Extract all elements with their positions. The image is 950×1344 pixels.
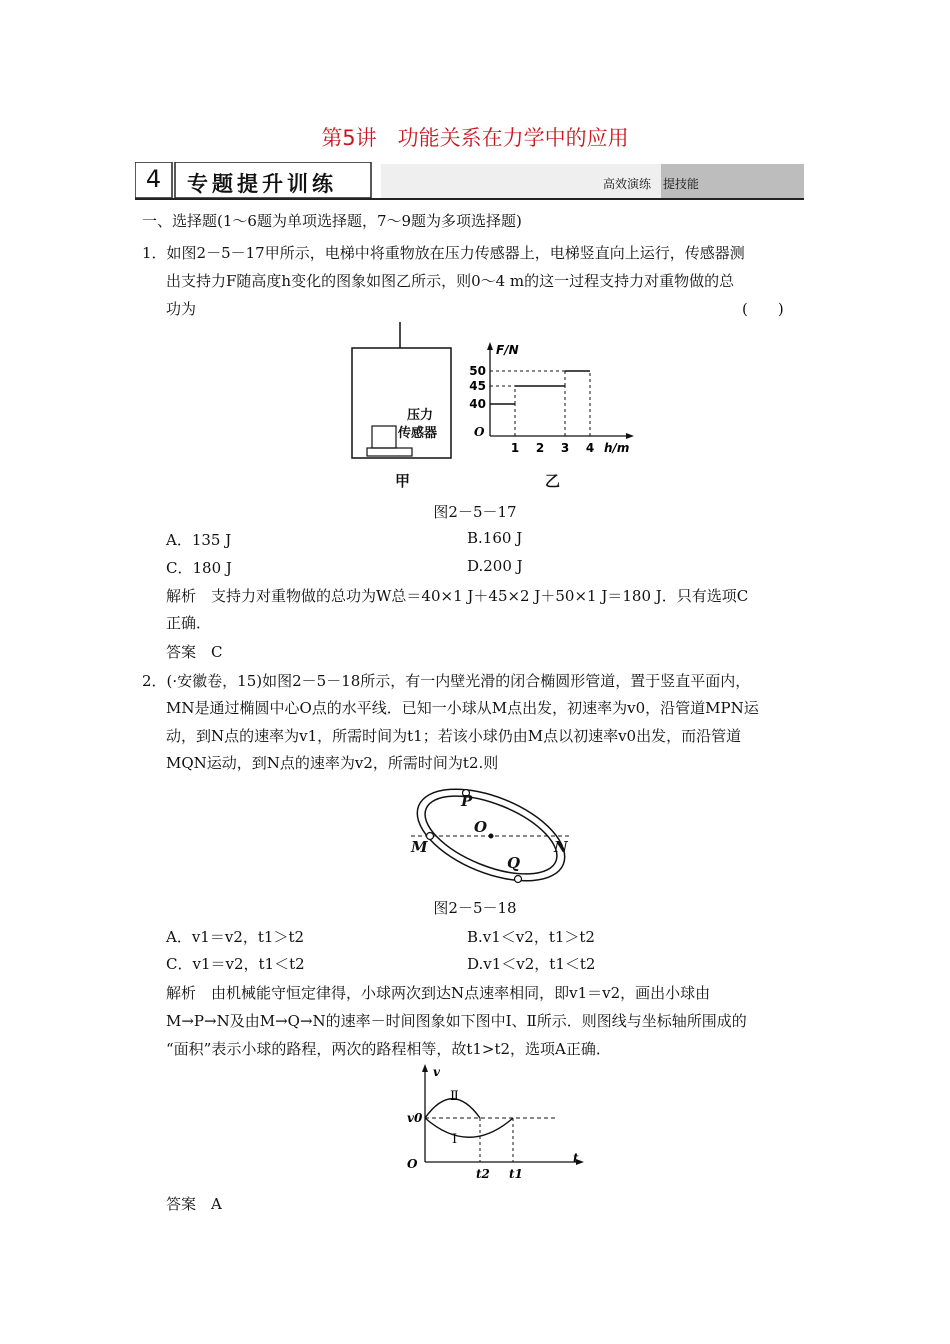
q2-line2: MN是通过椭圆中心O点的水平线．已知一小球从M点出发，初速率为v0，沿管道MPN运 (166, 699, 759, 717)
t-axis-label: t (573, 1151, 579, 1165)
q2-answer: 答案 A (166, 1195, 222, 1213)
x-tick-label: 2 (535, 441, 545, 455)
ellipse-pipe-diagram (405, 778, 580, 890)
q2-option-c: C．v1＝v2，t1＜t2 (166, 955, 305, 973)
curve-i (425, 1118, 513, 1137)
label-q: Q (507, 854, 521, 872)
x-axis-arrow-icon (626, 433, 634, 439)
v-axis-label: v (433, 1065, 440, 1079)
fig-label-b: 乙 (545, 472, 561, 490)
label-o: O (474, 818, 488, 836)
elevator-diagram (345, 322, 465, 462)
q2-line4: MQN运动，到N点的速率为v2，所需时间为t2.则 (166, 754, 499, 772)
curve-i-label: Ⅰ (452, 1132, 458, 1147)
q1-answer-bracket: ( ) (742, 300, 784, 318)
q2-line1: 2．(·安徽卷，15)如图2－5－18所示，有一内壁光滑的闭合椭圆形管道，置于竖直平面内， (142, 672, 751, 690)
q2-option-b: B.v1＜v2，t1＞t2 (467, 928, 595, 946)
origin-label: O (407, 1157, 418, 1171)
q1-line2: 出支持力F随高度h变化的图象如图乙所示，则0～4 m的这一过程支持力对重物做的总 (166, 272, 735, 290)
q2-analysis-line2: M→P→N及由M→Q→N的速率－时间图象如下图中Ⅰ、Ⅱ所示．则图线与坐标轴所围成的 (166, 1012, 747, 1030)
label-m: M (411, 838, 428, 856)
label-p: P (461, 792, 473, 810)
q2-analysis-line3: “面积”表示小球的路程，两次的路程相等，故t1>t2，选项A正确． (166, 1040, 611, 1058)
section-heading: 一、选择题(1～6题为单项选择题，7～9题为多项选择题) (142, 212, 522, 230)
origin-label: O (474, 425, 485, 439)
q2-option-d: D.v1＜v2，t1＜t2 (467, 955, 596, 973)
force-height-chart (460, 338, 640, 468)
page-title: 第5讲 功能关系在力学中的应用 (321, 126, 629, 150)
q1-line1: 1．如图2－5－17甲所示，电梯中将重物放在压力传感器上，电梯竖直向上运行，传感器测 (142, 244, 745, 262)
banner-number: 4 (145, 165, 162, 193)
q1-answer: 答案 C (166, 643, 223, 661)
fig-caption-1: 图2－5－17 (433, 503, 517, 521)
section-banner (135, 162, 804, 200)
x-axis-label: h/m (604, 441, 630, 455)
v0-label: v0 (407, 1111, 423, 1125)
q1-option-a: A．135 J (166, 531, 232, 549)
y-axis-arrow-icon (487, 342, 493, 350)
t1-label: t1 (509, 1167, 523, 1181)
q2-option-a: A．v1＝v2，t1＞t2 (166, 928, 305, 946)
q1-option-c: C．180 J (166, 559, 232, 577)
t2-label: t2 (476, 1167, 490, 1181)
q1-line3: 功为 (166, 300, 197, 318)
sensor-label-2: 传感器 (398, 426, 438, 441)
v-axis-arrow-icon (422, 1064, 428, 1072)
q1-analysis-line1: 解析 支持力对重物做的总功为W总＝40×1 J＋45×2 J＋50×1 J＝180 J．只有选项C (166, 587, 749, 605)
label-n: N (554, 838, 568, 856)
x-tick-label: 3 (560, 441, 570, 455)
x-tick-label: 4 (585, 441, 595, 455)
y-tick-label: 50 (469, 364, 486, 378)
q2-analysis-line1: 解析 由机械能守恒定律得，小球两次到达N点速率相同，即v1＝v2，画出小球由 (166, 984, 711, 1002)
curve-ii-label: Ⅱ (450, 1089, 459, 1104)
sensor-label-1: 压力 (407, 408, 434, 423)
velocity-time-chart (395, 1062, 595, 1182)
fig-caption-2: 图2－5－18 (433, 899, 517, 917)
x-tick-label: 1 (510, 441, 520, 455)
q2-line3: 动，到N点的速率为v1，所需时间为t1；若该小球仍由M点以初速率v0出发，而沿管道 (166, 727, 742, 745)
q1-option-d: D.200 J (467, 557, 523, 575)
q1-analysis-line2: 正确． (166, 614, 212, 632)
banner-slogan: 高效演练 提技能 (603, 177, 700, 191)
banner-label: 专题提升训练 (187, 172, 337, 196)
q1-option-b: B.160 J (467, 529, 523, 547)
y-tick-label: 40 (469, 397, 486, 411)
y-axis-label: F/N (496, 343, 519, 357)
fig-label-a: 甲 (395, 472, 411, 490)
y-tick-label: 45 (469, 379, 486, 393)
